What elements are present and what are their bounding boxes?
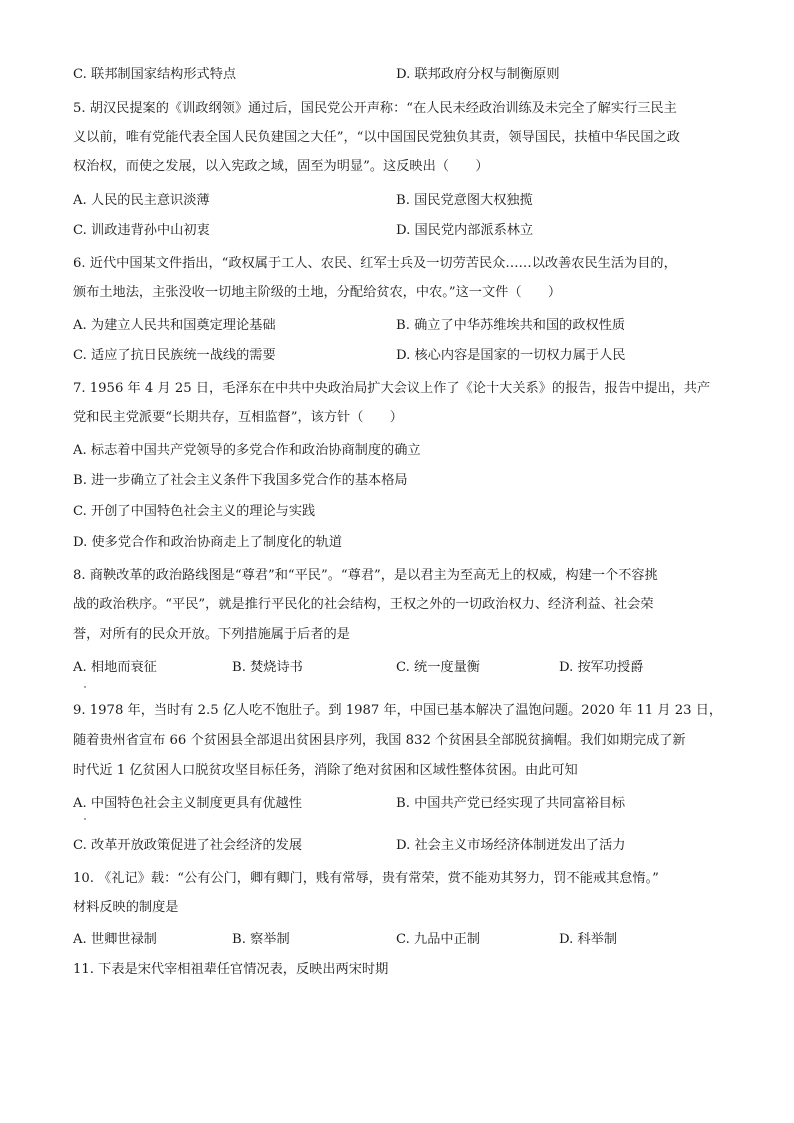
question-stem-line: 8. 商鞅改革的政治路线图是“尊君”和“平民”。“尊君”，是以君主为至高无上的权威，构建一个不容挑 (73, 568, 658, 583)
stray-mark (84, 686, 86, 688)
option-c[interactable]: C. 训政违背孙中山初衷 (73, 223, 210, 238)
option-c[interactable]: C. 九品中正制 (396, 932, 480, 947)
option-d[interactable]: D. 国民党内部派系林立 (396, 223, 534, 238)
question-stem-line: 5. 胡汉民提案的《训政纲领》通过后，国民党公开声称：“在人民未经政治训练及未完全了解实行三民主 (73, 101, 677, 116)
option-b[interactable]: B. 察举制 (232, 932, 290, 947)
option-a[interactable]: A. 中国特色社会主义制度更具有优越性 (73, 796, 302, 811)
question-stem-line: 颁布土地法，主张没收一切地主阶级的土地，分配给贫农，中农。”这一文件（ ） (73, 285, 562, 300)
question-stem-line: 时代近 1 亿贫困人口脱贫攻坚目标任务，消除了绝对贫困和区域性整体贫困。由此可知 (73, 763, 578, 778)
option-c[interactable]: C. 改革开放政策促进了社会经济的发展 (73, 838, 303, 853)
option-b[interactable]: B. 进一步确立了社会主义条件下我国多党合作的基本格局 (73, 473, 408, 488)
question-stem-line: 11. 下表是宋代宰相祖辈任官情况表，反映出两宋时期 (73, 962, 389, 977)
question-stem-line: 权治权，而使之发展，以入宪政之域，固至为明显”。这反映出（ ） (73, 159, 489, 174)
question-stem-line: 义以前，唯有党能代表全国人民负建国之大任”，“以中国国民党独负其责，领导国民，扶植中华民国之政 (73, 130, 680, 145)
question-stem-line: 战的政治秩序。“平民”，就是推行平民化的社会结构，王权之外的一切政治权力、经济利益、社会荣 (73, 597, 654, 612)
option-d[interactable]: D. 联邦政府分权与制衡原则 (396, 67, 560, 82)
option-a[interactable]: A. 人民的民主意识淡薄 (73, 193, 210, 208)
option-d[interactable]: D. 核心内容是国家的一切权力属于人民 (396, 348, 626, 363)
question-stem-line: 党和民主党派要“长期共存，互相监督”，该方针（ ） (73, 410, 403, 425)
option-b[interactable]: B. 中国共产党已经实现了共同富裕目标 (396, 796, 626, 811)
option-c[interactable]: C. 联邦制国家结构形式特点 (73, 67, 237, 82)
option-d[interactable]: D. 使多党合作和政治协商走上了制度化的轨道 (73, 535, 343, 550)
option-c[interactable]: C. 适应了抗日民族统一战线的需要 (73, 348, 276, 363)
option-b[interactable]: B. 确立了中华苏维埃共和国的政权性质 (396, 318, 626, 333)
question-stem-line: 6. 近代中国某文件指出，“政权属于工人、农民、红军士兵及一切劳苦民众……以改善农民生活为目的， (73, 256, 677, 271)
option-b[interactable]: B. 国民党意图大权独揽 (396, 193, 533, 208)
option-a[interactable]: A. 标志着中国共产党领导的多党合作和政治协商制度的确立 (73, 443, 421, 458)
stray-mark (84, 818, 86, 820)
option-a[interactable]: A. 世卿世禄制 (73, 932, 157, 947)
option-c[interactable]: C. 开创了中国特色社会主义的理论与实践 (73, 504, 316, 519)
question-stem-line: 材料反映的制度是 (73, 900, 179, 915)
option-c[interactable]: C. 统一度量衡 (396, 660, 480, 675)
option-d[interactable]: D. 科举制 (559, 932, 618, 947)
option-d[interactable]: D. 按军功授爵 (559, 660, 644, 675)
question-stem-line: 9. 1978 年，当时有 2.5 亿人吃不饱肚子。到 1987 年，中国已基本解决了温饱问题。2020 年 11 月 23 日， (73, 703, 723, 718)
question-stem-line: 10. 《礼记》载：“公有公门，卿有卿门，贱有常辱，贵有常荣，赏不能劝其努力，罚不能戒其怠惰。” (73, 871, 659, 886)
question-stem-line: 7. 1956 年 4 月 25 日，毛泽东在中共中央政治局扩大会议上作了《论十大关系》的报告，报告中提出，共产 (73, 381, 711, 396)
option-b[interactable]: B. 焚烧诗书 (232, 660, 303, 675)
option-d[interactable]: D. 社会主义市场经济体制迸发出了活力 (396, 838, 626, 853)
option-a[interactable]: A. 相地而衰征 (73, 660, 157, 675)
option-a[interactable]: A. 为建立人民共和国奠定理论基础 (73, 318, 276, 333)
question-stem-line: 誉，对所有的民众开放。下列措施属于后者的是 (73, 627, 350, 642)
question-stem-line: 随着贵州省宣布 66 个贫困县全部退出贫困县序列，我国 832 个贫困县全部脱贫摘帽。我们如期完成了新 (73, 733, 686, 748)
